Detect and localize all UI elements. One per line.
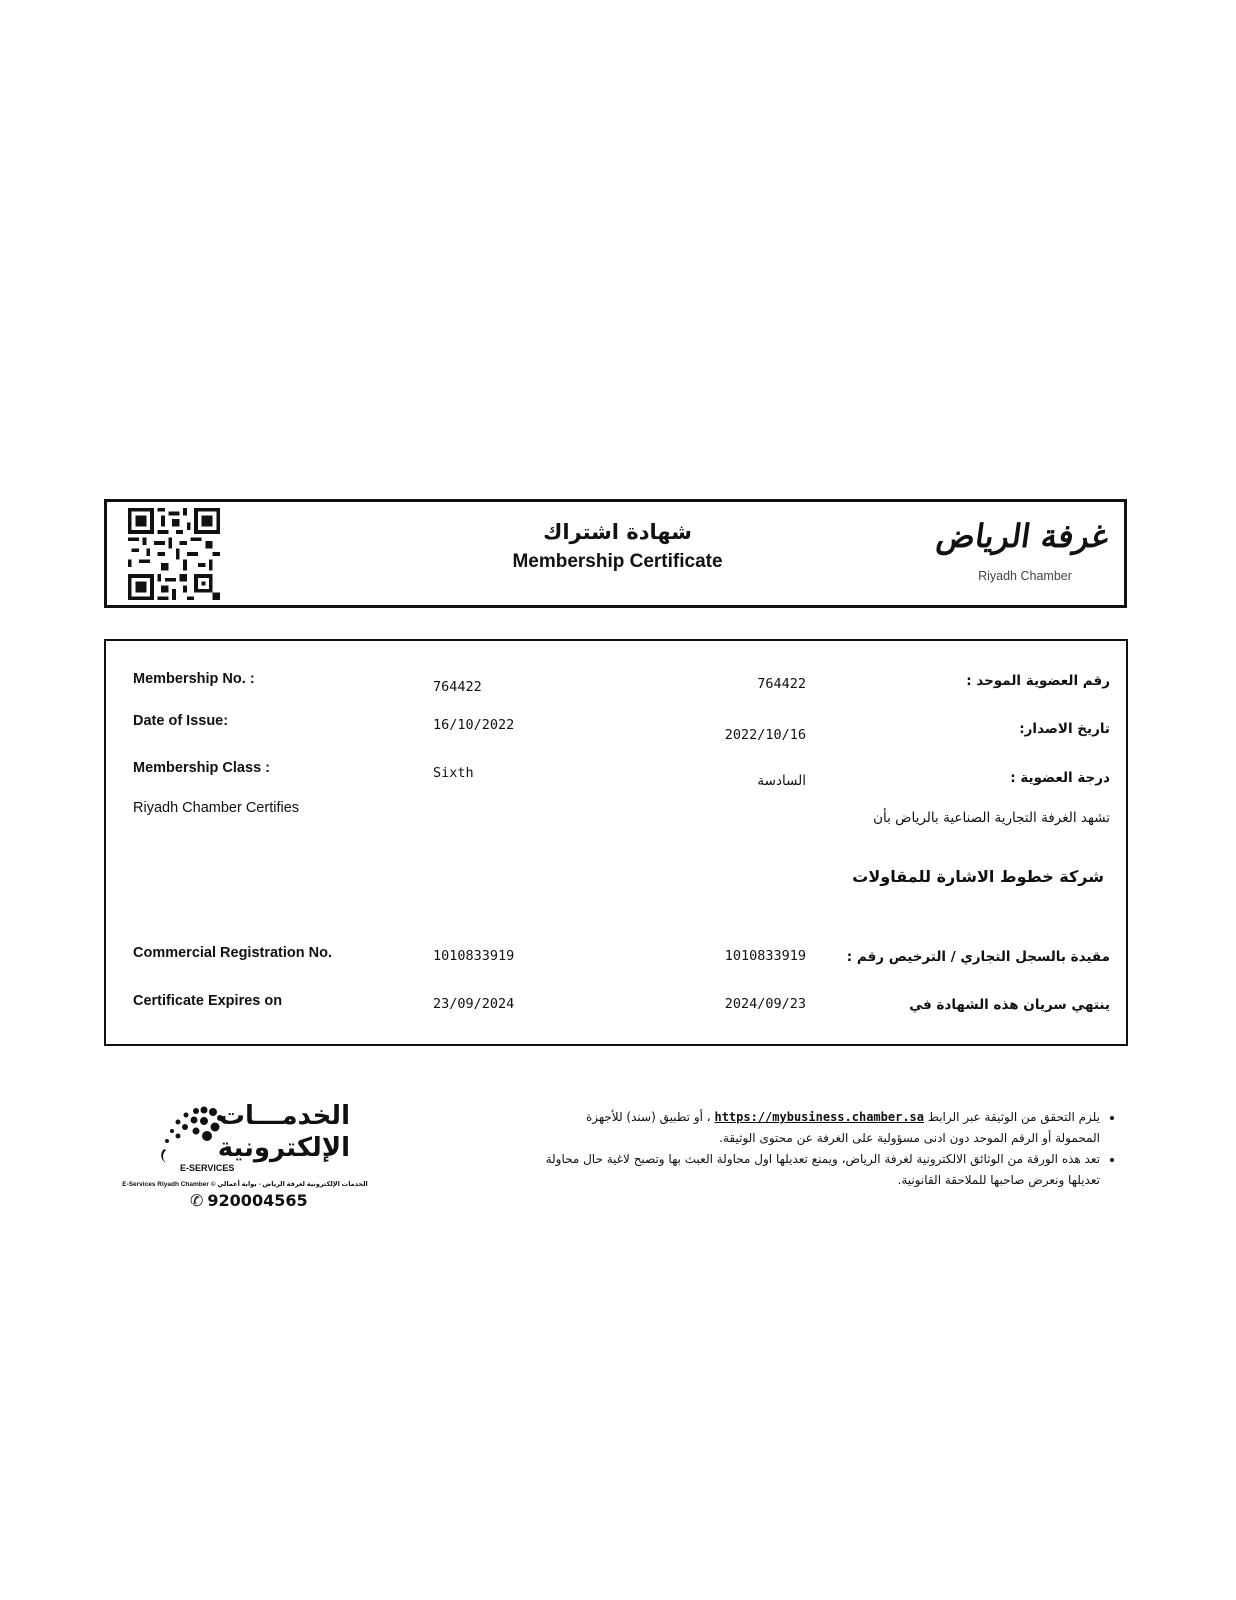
membership-class-label: Membership Class :: [133, 760, 270, 776]
commercial-registration-value-ar: 1010833919: [724, 948, 806, 964]
date-of-issue-value: 16/10/2022: [433, 717, 515, 733]
eservices-label: E-SERVICES: [180, 1163, 235, 1173]
riyadh-chamber-logo: غرفة الرياض: [934, 517, 1111, 555]
certificate-expires-value-ar: 2024/09/23: [724, 996, 806, 1012]
membership-no-label: Membership No. :: [133, 671, 255, 687]
date-of-issue-label: Date of Issue:: [133, 713, 229, 729]
membership-no-label-ar: رقم العضوية الموحد :: [966, 673, 1110, 689]
qr-code-icon: [128, 508, 220, 600]
certificate-details-box: [104, 639, 1128, 1046]
certifies-text: Riyadh Chamber Certifies: [133, 800, 300, 816]
membership-no-value: 764422: [433, 679, 482, 695]
riyadh-chamber-logo-text: Riyadh Chamber: [978, 569, 1072, 583]
membership-no-value-ar: 764422: [757, 676, 806, 692]
company-name: شركة خطوط الاشارة للمقاولات: [852, 867, 1104, 886]
phone-number: 920004565: [207, 1191, 308, 1210]
commercial-registration-label-ar: مقيدة بالسجل التجاري / الترخيص رقم :: [846, 949, 1110, 965]
certificate-expires-label: Certificate Expires on: [133, 993, 283, 1009]
phone-icon: ✆: [190, 1191, 204, 1210]
verification-note-2: • تعد هذه الورقة من الوثائق الالكترونية لغرفة الرياض، ويمنع تعديلها اول محاولة العبث بها وتصبح لاغية حال محاولة تعديلها ونعرض صاحبها للملاحقة القانونية.: [540, 1149, 1100, 1191]
date-of-issue-value-ar: 2022/10/16: [724, 727, 806, 743]
eservices-title-line2: الإلكترونية: [217, 1133, 350, 1163]
certifies-text-ar: تشهد الغرفة التجارية الصناعية بالرياض بأن: [873, 810, 1110, 826]
verification-link[interactable]: https://mybusiness.chamber.sa: [714, 1110, 924, 1124]
verification-note-1: [540, 1107, 1100, 1149]
membership-class-value: Sixth: [433, 765, 474, 781]
verification-note-1-text: يلزم التحقق من الوثيقة عبر الرابط: [927, 1110, 1100, 1124]
eservices-title-line1: الخدمـــات: [218, 1101, 350, 1131]
certificate-expires-label-ar: ينتهي سريان هذه الشهادة في: [909, 997, 1110, 1013]
commercial-registration-value: 1010833919: [433, 948, 515, 964]
verification-note-1-text-continued: ، أو تطبيق (سند) للأجهزة المحمولة أو الرقم الموحد دون ادنى مسؤولية على الغرفة عن محتوى الوثيقة.: [585, 1110, 1100, 1145]
commercial-registration-label: Commercial Registration No.: [133, 945, 333, 961]
eservices-tagline: E-Services Riyadh Chamber © الخدمات الإلكترونية لغرفة الرياض - بوابة أعمالي: [122, 1181, 368, 1188]
membership-class-label-ar: درجة العضوية :: [1010, 770, 1110, 786]
phone-number-row: [190, 1191, 308, 1210]
title-arabic: شهادة اشتراك: [543, 520, 692, 544]
verification-notes: [540, 1107, 1118, 1191]
certificate-expires-value: 23/09/2024: [433, 996, 515, 1012]
title-english: Membership Certificate: [512, 551, 723, 572]
date-of-issue-label-ar: تاريخ الاصدار:: [1019, 721, 1110, 737]
membership-class-value-ar: السادسة: [757, 773, 806, 789]
